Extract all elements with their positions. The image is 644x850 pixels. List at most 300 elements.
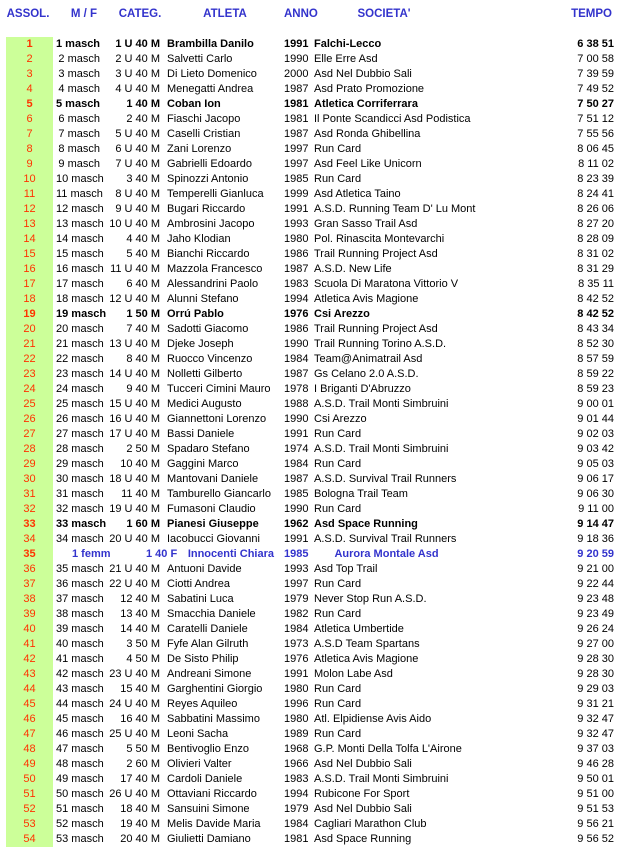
- category-rank-cell: 3 50 M: [126, 638, 160, 650]
- table-row: [0, 142, 644, 157]
- birth-year-cell: 1988: [284, 398, 309, 410]
- team-name-cell: Asd Nel Dubbio Sali: [314, 758, 412, 770]
- gender-rank-cell: 17 masch: [56, 278, 104, 290]
- table-row: [0, 67, 644, 82]
- finish-time-cell: 8 57 59: [577, 353, 614, 365]
- birth-year-cell: 1991: [284, 668, 309, 680]
- category-rank-cell: 4 50 M: [126, 653, 160, 665]
- finish-time-cell: 8 28 09: [577, 233, 614, 245]
- overall-rank-value: 26: [6, 412, 53, 427]
- athlete-name-cell: Olivieri Valter: [167, 758, 232, 770]
- overall-rank-cell: [0, 427, 56, 442]
- overall-rank-cell: [0, 127, 56, 142]
- birth-year-cell: 1994: [284, 788, 309, 800]
- gender-rank-cell: 48 masch: [56, 758, 104, 770]
- category-rank-cell: 20 40 M: [120, 833, 160, 845]
- birth-year-cell: 1987: [284, 128, 309, 140]
- team-name-cell: Run Card: [314, 143, 362, 155]
- category-rank-cell: 18 40 M: [120, 803, 160, 815]
- overall-rank-cell: [0, 772, 56, 787]
- team-name-cell: Asd Atletica Taino: [314, 188, 401, 200]
- table-row: [0, 457, 644, 472]
- category-rank-cell: 1 U 40 M: [115, 38, 160, 50]
- gender-rank-cell: 42 masch: [56, 668, 104, 680]
- birth-year-cell: 1987: [284, 83, 309, 95]
- category-rank-cell: 15 40 M: [120, 683, 160, 695]
- team-name-cell: Rubicone For Sport: [314, 788, 410, 800]
- team-name-cell: Gs Celano 2.0 A.S.D.: [314, 368, 419, 380]
- gender-rank-cell: 16 masch: [56, 263, 104, 275]
- finish-time-cell: 9 26 24: [577, 623, 614, 635]
- table-row: [0, 187, 644, 202]
- finish-time-cell: 9 06 30: [577, 488, 614, 500]
- overall-rank-value: 29: [6, 457, 53, 472]
- athlete-name-cell: Sansuini Simone: [167, 803, 250, 815]
- finish-time-cell: 8 35 11: [578, 278, 614, 290]
- birth-year-cell: 1993: [284, 218, 309, 230]
- category-rank-cell: 23 U 40 M: [109, 668, 160, 680]
- birth-year-cell: 1987: [284, 473, 309, 485]
- finish-time-cell: 9 32 47: [577, 728, 614, 740]
- category-rank-cell: 1 50 M: [126, 308, 160, 320]
- category-rank-cell: 24 U 40 M: [109, 698, 160, 710]
- overall-rank-value: 16: [6, 262, 53, 277]
- table-row: [0, 352, 644, 367]
- overall-rank-value: 42: [6, 652, 53, 667]
- overall-rank-cell: [0, 262, 56, 277]
- athlete-name-cell: Menegatti Andrea: [167, 83, 254, 95]
- overall-rank-cell: [0, 157, 56, 172]
- athlete-name-cell: Medici Augusto: [167, 398, 242, 410]
- birth-year-cell: 1985: [284, 548, 309, 560]
- finish-time-cell: 9 06 17: [577, 473, 614, 485]
- category-rank-cell: 22 U 40 M: [109, 578, 160, 590]
- overall-rank-cell: [0, 67, 56, 82]
- category-rank-cell: 11 40 M: [121, 488, 160, 500]
- category-rank-cell: 12 40 M: [120, 593, 160, 605]
- birth-year-cell: 1994: [284, 293, 309, 305]
- gender-rank-cell: 10 masch: [56, 173, 104, 185]
- overall-rank-value: 44: [6, 682, 53, 697]
- team-name-cell: Asd Feel Like Unicorn: [314, 158, 422, 170]
- category-rank-cell: 4 U 40 M: [115, 83, 160, 95]
- category-rank-cell: 11 U 40 M: [110, 263, 160, 275]
- column-header-team: SOCIETA': [357, 8, 411, 20]
- team-name-cell: Atletica Avis Magione: [314, 653, 419, 665]
- category-rank-cell: 18 U 40 M: [109, 473, 160, 485]
- category-rank-cell: 1 60 M: [126, 518, 160, 530]
- athlete-name-cell: Cardoli Daniele: [167, 773, 243, 785]
- birth-year-cell: 1984: [284, 623, 309, 635]
- table-row: [0, 817, 644, 832]
- team-name-cell: Asd Top Trail: [314, 563, 378, 575]
- overall-rank-value: 50: [6, 772, 53, 787]
- overall-rank-value: 47: [6, 727, 53, 742]
- gender-rank-cell: 36 masch: [56, 578, 104, 590]
- athlete-name-cell: Fyfe Alan Gilruth: [167, 638, 249, 650]
- table-row: [0, 217, 644, 232]
- birth-year-cell: 1991: [284, 533, 309, 545]
- team-name-cell: Falchi-Lecco: [314, 38, 382, 50]
- overall-rank-cell: [0, 322, 56, 337]
- team-name-cell: Asd Space Running: [314, 833, 412, 845]
- finish-time-cell: 8 27 20: [577, 218, 614, 230]
- overall-rank-cell: [0, 562, 56, 577]
- overall-rank-cell: [0, 82, 56, 97]
- overall-rank-value: 36: [6, 562, 53, 577]
- finish-time-cell: 9 28 30: [577, 653, 614, 665]
- athlete-name-cell: Mazzola Francesco: [167, 263, 263, 275]
- athlete-name-cell: Alunni Stefano: [167, 293, 239, 305]
- table-row: [0, 442, 644, 457]
- overall-rank-value: 2: [6, 52, 53, 67]
- birth-year-cell: 1986: [284, 323, 309, 335]
- table-row: [0, 172, 644, 187]
- athlete-name-cell: Bentivoglio Enzo: [167, 743, 249, 755]
- overall-rank-value: 21: [6, 337, 53, 352]
- table-row: [0, 772, 644, 787]
- overall-rank-value: 7: [6, 127, 53, 142]
- column-header-year: ANNO: [284, 8, 318, 20]
- team-name-cell: Team@Animatrail Asd: [314, 353, 423, 365]
- athlete-name-cell: Reyes Aquileo: [167, 698, 238, 710]
- athlete-name-cell: Fumasoni Claudio: [167, 503, 256, 515]
- overall-rank-value: 12: [6, 202, 53, 217]
- athlete-name-cell: Leoni Sacha: [167, 728, 229, 740]
- birth-year-cell: 1966: [284, 758, 309, 770]
- gender-rank-cell: 43 masch: [56, 683, 104, 695]
- overall-rank-value: 6: [6, 112, 53, 127]
- gender-rank-cell: 28 masch: [56, 443, 104, 455]
- category-rank-cell: 8 40 M: [126, 353, 160, 365]
- overall-rank-cell: [0, 442, 56, 457]
- overall-rank-cell: [0, 802, 56, 817]
- table-row: [0, 322, 644, 337]
- category-rank-cell: 21 U 40 M: [109, 563, 160, 575]
- team-name-cell: Elle Erre Asd: [314, 53, 378, 65]
- overall-rank-value: 28: [6, 442, 53, 457]
- category-rank-cell: 12 U 40 M: [109, 293, 160, 305]
- finish-time-cell: 9 23 49: [577, 608, 614, 620]
- gender-rank-cell: 6 masch: [58, 113, 100, 125]
- category-rank-cell: 4 40 M: [126, 233, 160, 245]
- overall-rank-value: 23: [6, 367, 53, 382]
- overall-rank-value: 1: [6, 37, 53, 52]
- birth-year-cell: 1990: [284, 53, 309, 65]
- overall-rank-value: 13: [6, 217, 53, 232]
- finish-time-cell: 7 50 27: [577, 98, 614, 110]
- team-name-cell: Trail Running Project Asd: [314, 248, 438, 260]
- category-rank-cell: 13 40 M: [120, 608, 160, 620]
- overall-rank-cell: [0, 307, 56, 322]
- birth-year-cell: 1980: [284, 713, 309, 725]
- table-row: [0, 307, 644, 322]
- overall-rank-value: 48: [6, 742, 53, 757]
- category-rank-cell: 9 U 40 M: [115, 203, 160, 215]
- overall-rank-cell: [0, 502, 56, 517]
- table-header-row: [0, 0, 644, 37]
- team-name-cell: A.S.D. New Life: [314, 263, 392, 275]
- finish-time-cell: 6 38 51: [577, 38, 614, 50]
- overall-rank-cell: [0, 457, 56, 472]
- overall-rank-cell: [0, 727, 56, 742]
- overall-rank-cell: [0, 277, 56, 292]
- team-name-cell: A.S.D. Survival Trail Runners: [314, 473, 457, 485]
- athlete-name-cell: Giannettoni Lorenzo: [167, 413, 267, 425]
- finish-time-cell: 8 23 39: [577, 173, 614, 185]
- finish-time-cell: 9 21 00: [577, 563, 614, 575]
- category-rank-cell: 6 40 M: [126, 278, 160, 290]
- category-rank-cell: 6 U 40 M: [115, 143, 160, 155]
- team-name-cell: Trail Running Torino A.S.D.: [314, 338, 447, 350]
- gender-rank-cell: 20 masch: [56, 323, 104, 335]
- birth-year-cell: 1993: [284, 563, 309, 575]
- birth-year-cell: 1989: [284, 728, 309, 740]
- overall-rank-cell: [0, 337, 56, 352]
- birth-year-cell: 1997: [284, 143, 309, 155]
- athlete-name-cell: Bassi Daniele: [167, 428, 235, 440]
- athlete-name-cell: Andreani Simone: [167, 668, 252, 680]
- table-row: [0, 367, 644, 382]
- overall-rank-cell: [0, 667, 56, 682]
- athlete-name-cell: Djeke Joseph: [167, 338, 234, 350]
- overall-rank-value: 43: [6, 667, 53, 682]
- finish-time-cell: 7 49 52: [577, 83, 614, 95]
- finish-time-cell: 7 39 59: [577, 68, 614, 80]
- category-rank-cell: 2 50 M: [126, 443, 160, 455]
- birth-year-cell: 1999: [284, 188, 309, 200]
- birth-year-cell: 1997: [284, 578, 309, 590]
- category-rank-cell: 1 40 M: [126, 98, 160, 110]
- category-rank-cell: 1 40 F: [146, 548, 178, 560]
- table-row: [0, 202, 644, 217]
- finish-time-cell: 8 59 22: [577, 368, 614, 380]
- gender-rank-cell: 7 masch: [58, 128, 100, 140]
- table-row: [0, 712, 644, 727]
- team-name-cell: Bologna Trail Team: [314, 488, 408, 500]
- category-rank-cell: 17 U 40 M: [109, 428, 160, 440]
- team-name-cell: Run Card: [314, 728, 362, 740]
- finish-time-cell: 8 31 29: [577, 263, 614, 275]
- overall-rank-value: 27: [6, 427, 53, 442]
- table-row: [0, 52, 644, 67]
- category-rank-cell: 9 40 M: [126, 383, 160, 395]
- gender-rank-cell: 12 masch: [56, 203, 104, 215]
- overall-rank-value: 31: [6, 487, 53, 502]
- birth-year-cell: 1991: [284, 203, 309, 215]
- gender-rank-cell: 19 masch: [56, 308, 107, 320]
- overall-rank-cell: [0, 232, 56, 247]
- results-body: [0, 37, 644, 847]
- table-row: [0, 112, 644, 127]
- finish-time-cell: 9 29 03: [577, 683, 614, 695]
- table-row: [0, 292, 644, 307]
- gender-rank-cell: 13 masch: [56, 218, 104, 230]
- team-name-cell: Atletica Avis Magione: [314, 293, 419, 305]
- table-row: [0, 802, 644, 817]
- athlete-name-cell: Smacchia Daniele: [167, 608, 256, 620]
- overall-rank-value: 18: [6, 292, 53, 307]
- category-rank-cell: 19 U 40 M: [109, 503, 160, 515]
- finish-time-cell: 8 31 02: [577, 248, 614, 260]
- birth-year-cell: 2000: [284, 68, 309, 80]
- finish-time-cell: 9 00 01: [577, 398, 614, 410]
- overall-rank-cell: [0, 172, 56, 187]
- gender-rank-cell: 39 masch: [56, 623, 104, 635]
- gender-rank-cell: 27 masch: [56, 428, 104, 440]
- athlete-name-cell: Mantovani Daniele: [167, 473, 259, 485]
- category-rank-cell: 16 U 40 M: [109, 413, 160, 425]
- birth-year-cell: 1968: [284, 743, 309, 755]
- overall-rank-cell: [0, 382, 56, 397]
- finish-time-cell: 9 18 36: [577, 533, 614, 545]
- gender-rank-cell: 35 masch: [56, 563, 104, 575]
- birth-year-cell: 1983: [284, 278, 309, 290]
- finish-time-cell: 9 56 52: [577, 833, 614, 845]
- birth-year-cell: 1990: [284, 338, 309, 350]
- gender-rank-cell: 5 masch: [56, 98, 101, 110]
- column-header-gender-rank: M / F: [70, 8, 98, 20]
- birth-year-cell: 1987: [284, 263, 309, 275]
- team-name-cell: Il Ponte Scandicci Asd Podistica: [314, 113, 471, 125]
- overall-rank-value: 34: [6, 532, 53, 547]
- overall-rank-value: 3: [6, 67, 53, 82]
- birth-year-cell: 1976: [284, 653, 309, 665]
- gender-rank-cell: 1 masch: [56, 38, 101, 50]
- overall-rank-value: 17: [6, 277, 53, 292]
- category-rank-cell: 2 U 40 M: [115, 53, 160, 65]
- overall-rank-cell: [0, 712, 56, 727]
- finish-time-cell: 8 06 45: [577, 143, 614, 155]
- overall-rank-cell: [0, 577, 56, 592]
- overall-rank-cell: [0, 592, 56, 607]
- finish-time-cell: 9 51 53: [577, 803, 614, 815]
- finish-time-cell: 9 50 01: [577, 773, 614, 785]
- finish-time-cell: 9 11 00: [578, 503, 614, 515]
- column-header-time: TEMPO: [571, 8, 612, 20]
- team-name-cell: Scuola Di Maratona Vittorio V: [314, 278, 459, 290]
- team-name-cell: Csi Arezzo: [314, 413, 367, 425]
- overall-rank-value: 4: [6, 82, 53, 97]
- category-rank-cell: 7 U 40 M: [115, 158, 160, 170]
- category-rank-cell: 15 U 40 M: [109, 398, 160, 410]
- gender-rank-cell: 2 masch: [58, 53, 100, 65]
- overall-rank-value: 22: [6, 352, 53, 367]
- table-row: [0, 412, 644, 427]
- gender-rank-cell: 21 masch: [56, 338, 104, 350]
- gender-rank-cell: 25 masch: [56, 398, 104, 410]
- table-row: [0, 127, 644, 142]
- overall-rank-cell: [0, 97, 56, 112]
- birth-year-cell: 1981: [284, 833, 309, 845]
- team-name-cell: A.S.D. Trail Monti Simbruini: [314, 773, 449, 785]
- finish-time-cell: 9 46 28: [577, 758, 614, 770]
- gender-rank-cell: 29 masch: [56, 458, 104, 470]
- overall-rank-value: 15: [6, 247, 53, 262]
- category-rank-cell: 8 U 40 M: [115, 188, 160, 200]
- table-row: [0, 607, 644, 622]
- gender-rank-cell: 22 masch: [56, 353, 104, 365]
- overall-rank-value: 49: [6, 757, 53, 772]
- category-rank-cell: 5 U 40 M: [115, 128, 160, 140]
- table-row: [0, 97, 644, 112]
- category-rank-cell: 16 40 M: [120, 713, 160, 725]
- finish-time-cell: 8 11 02: [578, 158, 614, 170]
- table-row: [0, 757, 644, 772]
- athlete-name-cell: Tamburello Giancarlo: [167, 488, 271, 500]
- table-row: [0, 637, 644, 652]
- overall-rank-cell: [0, 37, 56, 52]
- overall-rank-cell: [0, 787, 56, 802]
- gender-rank-cell: 45 masch: [56, 713, 104, 725]
- overall-rank-value: 19: [6, 307, 53, 322]
- gender-rank-cell: 14 masch: [56, 233, 104, 245]
- table-row: [0, 562, 644, 577]
- athlete-name-cell: Antuoni Davide: [167, 563, 242, 575]
- category-rank-cell: 25 U 40 M: [109, 728, 160, 740]
- overall-rank-cell: [0, 397, 56, 412]
- team-name-cell: Run Card: [314, 458, 362, 470]
- finish-time-cell: 9 20 59: [577, 548, 614, 560]
- overall-rank-cell: [0, 217, 56, 232]
- overall-rank-cell: [0, 547, 56, 562]
- athlete-name-cell: Orrú Pablo: [167, 308, 224, 320]
- athlete-name-cell: Caselli Cristian: [167, 128, 241, 140]
- overall-rank-value: 10: [6, 172, 53, 187]
- birth-year-cell: 1978: [284, 383, 309, 395]
- athlete-name-cell: Tucceri Cimini Mauro: [167, 383, 271, 395]
- gender-rank-cell: 47 masch: [56, 743, 104, 755]
- birth-year-cell: 1985: [284, 173, 309, 185]
- athlete-name-cell: Garghentini Giorgio: [167, 683, 263, 695]
- category-rank-cell: 2 40 M: [126, 113, 160, 125]
- overall-rank-value: 33: [6, 517, 53, 532]
- finish-time-cell: 8 43 34: [577, 323, 614, 335]
- table-row: [0, 742, 644, 757]
- overall-rank-value: 41: [6, 637, 53, 652]
- athlete-name-cell: Di Lieto Domenico: [167, 68, 257, 80]
- athlete-name-cell: Salvetti Carlo: [167, 53, 233, 65]
- finish-time-cell: 8 52 30: [577, 338, 614, 350]
- gender-rank-cell: 23 masch: [56, 368, 104, 380]
- overall-rank-cell: [0, 682, 56, 697]
- team-name-cell: Never Stop Run A.S.D.: [314, 593, 427, 605]
- birth-year-cell: 1984: [284, 458, 309, 470]
- table-row: [0, 157, 644, 172]
- finish-time-cell: 9 28 30: [577, 668, 614, 680]
- gender-rank-cell: 51 masch: [56, 803, 104, 815]
- overall-rank-cell: [0, 202, 56, 217]
- overall-rank-cell: [0, 742, 56, 757]
- finish-time-cell: 7 51 12: [577, 113, 614, 125]
- table-row: [0, 232, 644, 247]
- overall-rank-value: 35: [6, 547, 53, 562]
- table-row: [0, 277, 644, 292]
- finish-time-cell: 9 51 00: [577, 788, 614, 800]
- team-name-cell: Run Card: [314, 173, 362, 185]
- team-name-cell: I Briganti D'Abruzzo: [314, 383, 411, 395]
- category-rank-cell: 20 U 40 M: [109, 533, 160, 545]
- birth-year-cell: 1979: [284, 803, 309, 815]
- category-rank-cell: 3 U 40 M: [115, 68, 160, 80]
- team-name-cell: A.S.D Team Spartans: [314, 638, 420, 650]
- team-name-cell: Run Card: [314, 698, 362, 710]
- gender-rank-cell: 9 masch: [58, 158, 100, 170]
- table-row: [0, 787, 644, 802]
- athlete-name-cell: Alessandrini Paolo: [167, 278, 259, 290]
- table-row: [0, 472, 644, 487]
- finish-time-cell: 8 59 23: [577, 383, 614, 395]
